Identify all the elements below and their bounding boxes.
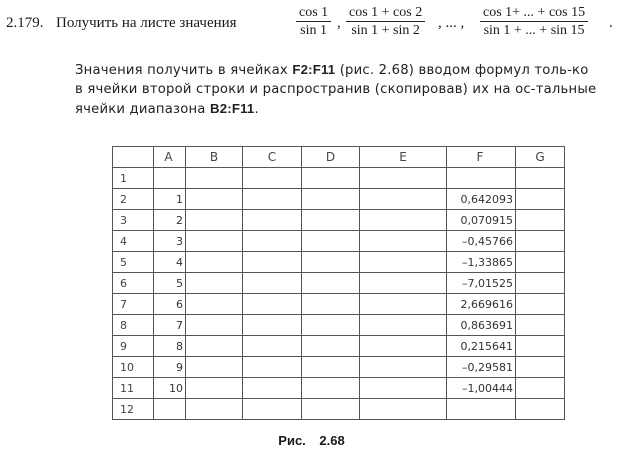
cell-a[interactable]: 8 [154, 336, 186, 357]
cell-c[interactable] [243, 294, 302, 315]
table-row [113, 231, 565, 252]
cell-b[interactable] [186, 294, 243, 315]
cell-f[interactable]: 2,669616 [447, 294, 516, 315]
cell-b[interactable] [186, 399, 243, 420]
cell-e[interactable] [360, 294, 447, 315]
problem-statement [6, 0, 618, 50]
cell-d[interactable] [302, 399, 360, 420]
cell-e[interactable] [360, 210, 447, 231]
cell-c[interactable] [243, 231, 302, 252]
row-header[interactable]: 9 [113, 336, 154, 357]
cell-d[interactable] [302, 273, 360, 294]
table-row [113, 210, 565, 231]
cell-c[interactable] [243, 210, 302, 231]
cell-e[interactable] [360, 378, 447, 399]
cell-c[interactable] [243, 189, 302, 210]
cell-g[interactable] [516, 336, 565, 357]
cell-f[interactable]: 0,863691 [447, 315, 516, 336]
cell-e[interactable] [360, 357, 447, 378]
column-header-b[interactable]: B [186, 147, 243, 168]
cell-a[interactable]: 2 [154, 210, 186, 231]
cell-f[interactable] [447, 168, 516, 189]
table-row [113, 336, 565, 357]
table-row [113, 315, 565, 336]
cell-g[interactable] [516, 378, 565, 399]
range-reference-f2-f11: F2:F11 [292, 62, 336, 77]
corner-cell[interactable] [113, 147, 154, 168]
cell-b[interactable] [186, 315, 243, 336]
fraction-1-denominator: sin 1 [300, 23, 327, 38]
problem-text: Получить на листе значения [56, 15, 237, 31]
instruction-paragraph [75, 60, 600, 119]
row-header[interactable]: 12 [113, 399, 154, 420]
range-reference-b2-f11: B2:F11 [210, 101, 255, 116]
table-row [113, 357, 565, 378]
cell-f[interactable]: –1,00444 [447, 378, 516, 399]
cell-f[interactable]: –7,01525 [447, 273, 516, 294]
cell-g[interactable] [516, 399, 565, 420]
cell-g[interactable] [516, 231, 565, 252]
cell-c[interactable] [243, 399, 302, 420]
table-row [113, 378, 565, 399]
problem-number: 2.179. [6, 15, 44, 31]
cell-a[interactable]: 1 [154, 189, 186, 210]
cell-d[interactable] [302, 231, 360, 252]
cell-e[interactable] [360, 399, 447, 420]
cell-d[interactable] [302, 252, 360, 273]
row-header[interactable]: 5 [113, 252, 154, 273]
cell-g[interactable] [516, 252, 565, 273]
cell-b[interactable] [186, 336, 243, 357]
cell-c[interactable] [243, 378, 302, 399]
column-header-e[interactable]: E [360, 147, 447, 168]
cell-e[interactable] [360, 336, 447, 357]
row-header[interactable]: 8 [113, 315, 154, 336]
table-row [113, 294, 565, 315]
cell-g[interactable] [516, 189, 565, 210]
cell-d[interactable] [302, 357, 360, 378]
cell-a[interactable]: 7 [154, 315, 186, 336]
cell-f[interactable] [447, 399, 516, 420]
fraction-3-numerator: cos 1+ ... + cos 15 [483, 5, 586, 20]
cell-g[interactable] [516, 210, 565, 231]
cell-f[interactable]: 0,215641 [447, 336, 516, 357]
row-header[interactable]: 11 [113, 378, 154, 399]
separator-ellipsis: , ... , [438, 15, 465, 31]
cell-a[interactable]: 10 [154, 378, 186, 399]
table-row [113, 252, 565, 273]
cell-c[interactable] [243, 168, 302, 189]
cell-f[interactable]: –1,33865 [447, 252, 516, 273]
cell-g[interactable] [516, 357, 565, 378]
paragraph-text: (рис. 2.68) вводом формул толь-ко в ячейки второй строки и распространив (скопировав) их на ос-тальные ячейки диапазона [75, 63, 597, 117]
row-header[interactable]: 3 [113, 210, 154, 231]
row-header[interactable]: 7 [113, 294, 154, 315]
row-header[interactable]: 6 [113, 273, 154, 294]
cell-a[interactable]: 5 [154, 273, 186, 294]
table-row [113, 168, 565, 189]
column-header-f[interactable]: F [447, 147, 516, 168]
cell-a[interactable]: 4 [154, 252, 186, 273]
column-header-a[interactable]: A [154, 147, 186, 168]
cell-g[interactable] [516, 294, 565, 315]
cell-e[interactable] [360, 168, 447, 189]
fraction-2-numerator: cos 1 + cos 2 [349, 5, 423, 20]
paragraph-text: Значения получить в ячейках [75, 63, 293, 78]
column-header-c[interactable]: C [243, 147, 302, 168]
cell-a[interactable]: 3 [154, 231, 186, 252]
cell-a[interactable] [154, 399, 186, 420]
table-row [113, 189, 565, 210]
cell-f[interactable]: 0,642093 [447, 189, 516, 210]
figure-caption: Рис. 2.68 [278, 433, 345, 448]
table-row [113, 399, 565, 420]
cell-b[interactable] [186, 231, 243, 252]
row-header[interactable]: 1 [113, 168, 154, 189]
cell-b[interactable] [186, 378, 243, 399]
cell-d[interactable] [302, 315, 360, 336]
cell-e[interactable] [360, 273, 447, 294]
spreadsheet-table [112, 146, 565, 420]
table-row [113, 273, 565, 294]
row-header[interactable]: 10 [113, 357, 154, 378]
column-header-row [113, 147, 565, 168]
fraction-2 [346, 4, 425, 39]
cell-e[interactable] [360, 252, 447, 273]
cell-d[interactable] [302, 294, 360, 315]
row-header[interactable]: 2 [113, 189, 154, 210]
cell-d[interactable] [302, 378, 360, 399]
cell-c[interactable] [243, 252, 302, 273]
fraction-1 [296, 4, 331, 39]
cell-c[interactable] [243, 357, 302, 378]
cell-e[interactable] [360, 189, 447, 210]
cell-b[interactable] [186, 252, 243, 273]
fraction-3-denominator: sin 1 + ... + sin 15 [483, 23, 585, 38]
cell-c[interactable] [243, 273, 302, 294]
paragraph-text: . [254, 102, 259, 117]
cell-d[interactable] [302, 168, 360, 189]
cell-b[interactable] [186, 210, 243, 231]
cell-e[interactable] [360, 315, 447, 336]
separator-period: . [609, 15, 613, 31]
cell-d[interactable] [302, 210, 360, 231]
cell-a[interactable]: 6 [154, 294, 186, 315]
cell-a[interactable] [154, 168, 186, 189]
column-header-g[interactable]: G [516, 147, 565, 168]
cell-a[interactable]: 9 [154, 357, 186, 378]
cell-f[interactable]: –0,29581 [447, 357, 516, 378]
cell-g[interactable] [516, 315, 565, 336]
row-header[interactable]: 4 [113, 231, 154, 252]
fraction-3 [480, 4, 588, 39]
cell-b[interactable] [186, 189, 243, 210]
cell-b[interactable] [186, 357, 243, 378]
cell-b[interactable] [186, 273, 243, 294]
fraction-2-denominator: sin 1 + sin 2 [351, 23, 420, 38]
cell-g[interactable] [516, 273, 565, 294]
cell-g[interactable] [516, 168, 565, 189]
cell-d[interactable] [302, 189, 360, 210]
cell-c[interactable] [243, 315, 302, 336]
cell-b[interactable] [186, 168, 243, 189]
cell-f[interactable]: –0,45766 [447, 231, 516, 252]
cell-c[interactable] [243, 336, 302, 357]
cell-e[interactable] [360, 231, 447, 252]
cell-d[interactable] [302, 336, 360, 357]
column-header-d[interactable]: D [302, 147, 360, 168]
fraction-1-numerator: cos 1 [299, 5, 329, 20]
separator-comma: , [337, 15, 341, 31]
cell-f[interactable]: 0,070915 [447, 210, 516, 231]
